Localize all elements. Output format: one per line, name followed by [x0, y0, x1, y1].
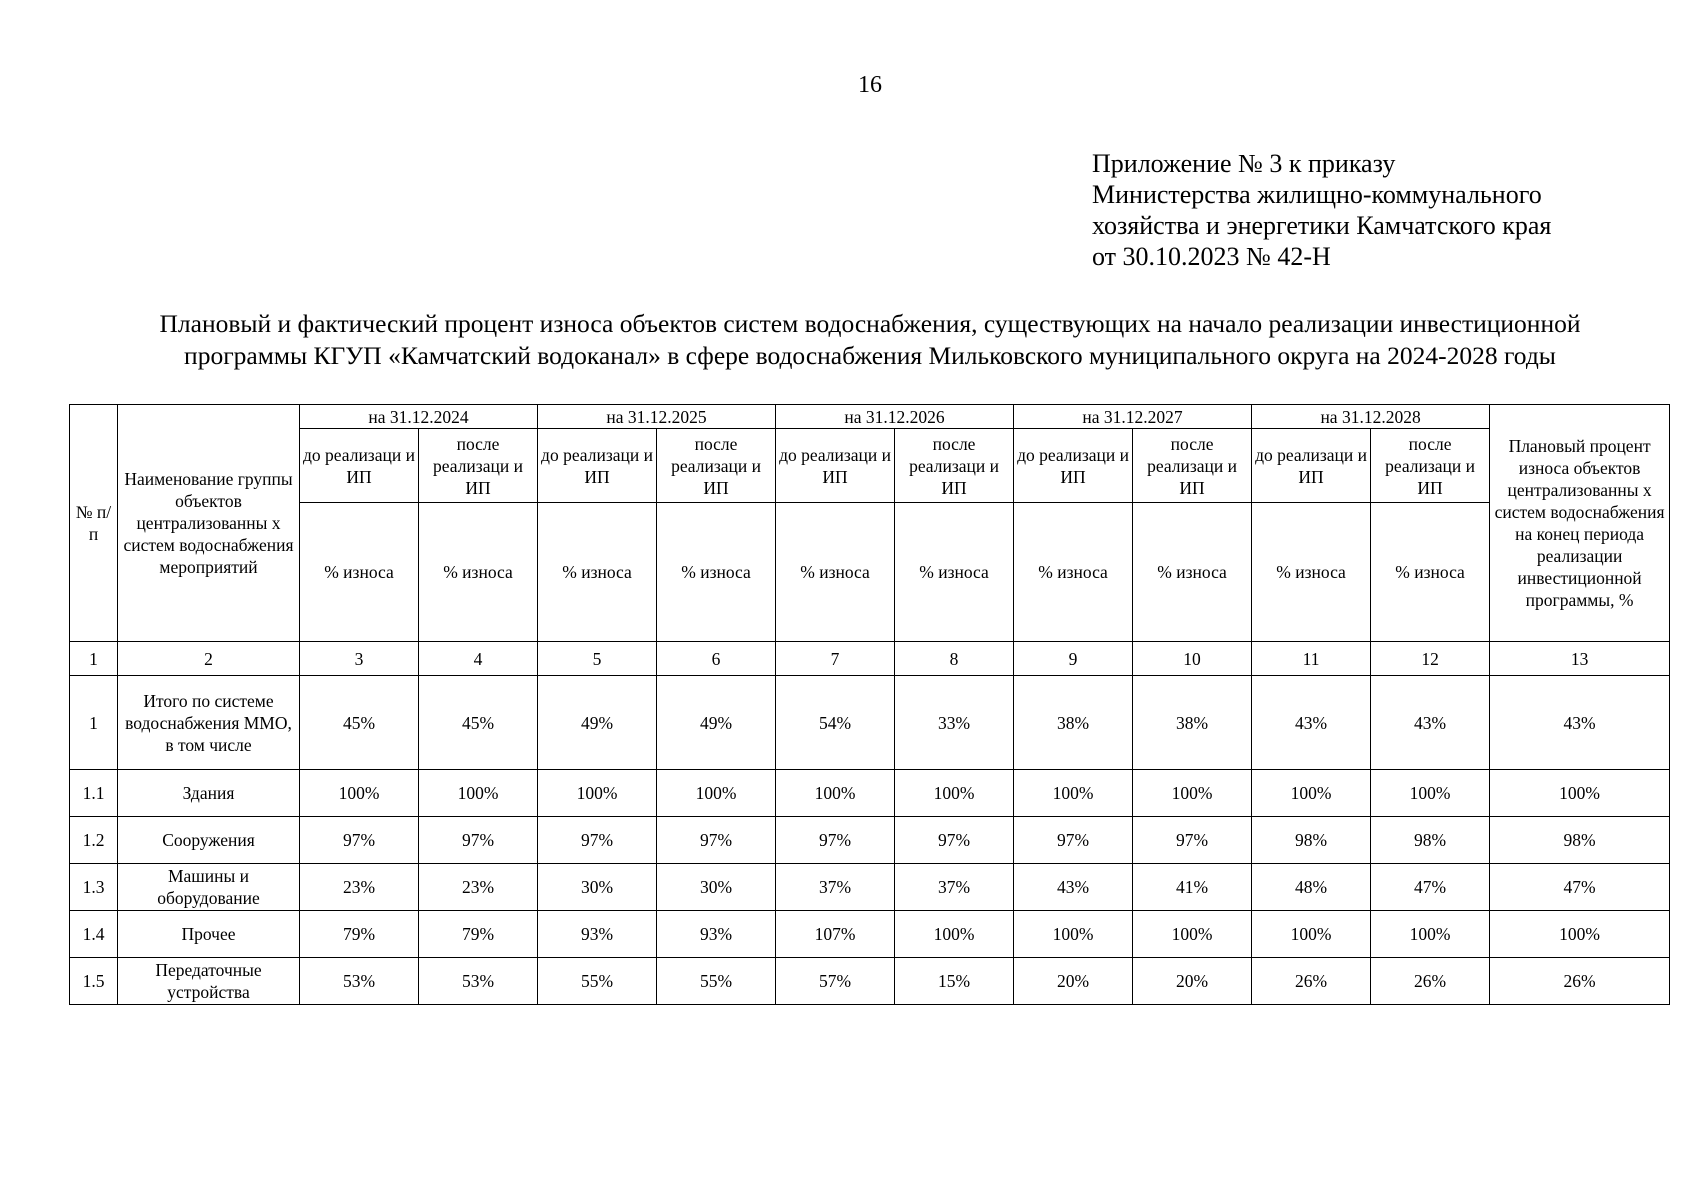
appendix-line: Приложение № 3 к приказу — [1092, 149, 1396, 178]
wear-value-cell: 100% — [776, 770, 895, 817]
wear-value-cell: 49% — [538, 676, 657, 770]
appendix-line: хозяйства и энергетики Камчатского края — [1092, 211, 1552, 240]
wear-value-cell: 47% — [1490, 864, 1670, 911]
wear-value-cell: 79% — [300, 911, 419, 958]
header-unit: % износа — [895, 503, 1014, 642]
header-name: Наименование группы объектов централизованны х систем водоснабжения мероприятий — [118, 405, 300, 642]
header-after: после реализаци и ИП — [1371, 429, 1490, 503]
wear-value-cell: 57% — [776, 958, 895, 1005]
wear-value-cell: 53% — [419, 958, 538, 1005]
wear-value-cell: 48% — [1252, 864, 1371, 911]
column-number: 9 — [1014, 642, 1133, 676]
wear-value-cell: 100% — [657, 770, 776, 817]
row-name: Итого по системе водоснабжения ММО, в том числе — [118, 676, 300, 770]
wear-value-cell: 100% — [1252, 911, 1371, 958]
wear-value-cell: 43% — [1252, 676, 1371, 770]
wear-value-cell: 20% — [1014, 958, 1133, 1005]
wear-value-cell: 26% — [1490, 958, 1670, 1005]
wear-value-cell: 100% — [895, 770, 1014, 817]
column-number: 10 — [1133, 642, 1252, 676]
header-unit: % износа — [538, 503, 657, 642]
wear-value-cell: 100% — [419, 770, 538, 817]
wear-value-cell: 100% — [1371, 770, 1490, 817]
wear-value-cell: 43% — [1014, 864, 1133, 911]
wear-value-cell: 100% — [895, 911, 1014, 958]
wear-value-cell: 100% — [1490, 911, 1670, 958]
header-year: на 31.12.2024 — [300, 405, 538, 429]
wear-value-cell: 98% — [1490, 817, 1670, 864]
wear-value-cell: 93% — [538, 911, 657, 958]
header-num: № п/ п — [70, 405, 118, 642]
wear-value-cell: 38% — [1014, 676, 1133, 770]
appendix-line: Министерства жилищно-коммунального — [1092, 180, 1542, 209]
wear-value-cell: 100% — [1014, 770, 1133, 817]
wear-value-cell: 100% — [1252, 770, 1371, 817]
row-number: 1 — [70, 676, 118, 770]
wear-value-cell: 55% — [538, 958, 657, 1005]
wear-value-cell: 49% — [657, 676, 776, 770]
wear-value-cell: 23% — [419, 864, 538, 911]
header-unit: % износа — [1133, 503, 1252, 642]
column-number: 1 — [70, 642, 118, 676]
column-number: 2 — [118, 642, 300, 676]
header-planned: Плановый процент износа объектов централизованны х систем водоснабжения на конец периода реализации инвестиционной программы, % — [1490, 405, 1670, 642]
header-unit: % износа — [1252, 503, 1371, 642]
document-title — [40, 308, 1698, 372]
wear-value-cell: 45% — [419, 676, 538, 770]
wear-value-cell: 100% — [538, 770, 657, 817]
title-line: Плановый и фактический процент износа объектов систем водоснабжения, существующих на начало реализации инвестиционной — [159, 309, 1581, 338]
column-number: 6 — [657, 642, 776, 676]
row-number: 1.3 — [70, 864, 118, 911]
row-name: Передаточные устройства — [118, 958, 300, 1005]
column-number: 3 — [300, 642, 419, 676]
header-year: на 31.12.2027 — [1014, 405, 1252, 429]
wear-value-cell: 45% — [300, 676, 419, 770]
header-unit: % износа — [300, 503, 419, 642]
title-line: программы КГУП «Камчатский водоканал» в сфере водоснабжения Мильковского муниципального округа на 2024-2028 годы — [184, 341, 1556, 370]
header-year: на 31.12.2025 — [538, 405, 776, 429]
wear-value-cell: 55% — [657, 958, 776, 1005]
column-number: 12 — [1371, 642, 1490, 676]
header-year: на 31.12.2026 — [776, 405, 1014, 429]
appendix-note — [1092, 148, 1551, 272]
wear-value-cell: 100% — [1490, 770, 1670, 817]
table-row — [70, 770, 1670, 817]
row-number: 1.4 — [70, 911, 118, 958]
appendix-line: от 30.10.2023 № 42-Н — [1092, 242, 1331, 271]
header-before: до реализаци и ИП — [1014, 429, 1133, 503]
wear-value-cell: 38% — [1133, 676, 1252, 770]
row-number: 1.1 — [70, 770, 118, 817]
table-row — [70, 864, 1670, 911]
header-before: до реализаци и ИП — [538, 429, 657, 503]
wear-value-cell: 100% — [1133, 770, 1252, 817]
row-name: Здания — [118, 770, 300, 817]
wear-value-cell: 98% — [1252, 817, 1371, 864]
wear-value-cell: 93% — [657, 911, 776, 958]
wear-value-cell: 41% — [1133, 864, 1252, 911]
column-number: 7 — [776, 642, 895, 676]
header-before: до реализаци и ИП — [300, 429, 419, 503]
wear-value-cell: 53% — [300, 958, 419, 1005]
wear-value-cell: 97% — [300, 817, 419, 864]
header-unit: % износа — [776, 503, 895, 642]
header-before: до реализаци и ИП — [776, 429, 895, 503]
header-after: после реализаци и ИП — [657, 429, 776, 503]
wear-value-cell: 97% — [895, 817, 1014, 864]
column-number: 8 — [895, 642, 1014, 676]
header-before: до реализаци и ИП — [1252, 429, 1371, 503]
wear-value-cell: 100% — [1014, 911, 1133, 958]
wear-value-cell: 15% — [895, 958, 1014, 1005]
wear-value-cell: 30% — [657, 864, 776, 911]
table-row — [70, 817, 1670, 864]
column-number: 11 — [1252, 642, 1371, 676]
wear-value-cell: 100% — [300, 770, 419, 817]
header-unit: % износа — [1371, 503, 1490, 642]
wear-value-cell: 37% — [895, 864, 1014, 911]
row-number: 1.5 — [70, 958, 118, 1005]
wear-value-cell: 97% — [657, 817, 776, 864]
wear-value-cell: 97% — [1133, 817, 1252, 864]
table-row — [70, 676, 1670, 770]
header-after: после реализаци и ИП — [419, 429, 538, 503]
header-unit: % износа — [419, 503, 538, 642]
wear-value-cell: 26% — [1252, 958, 1371, 1005]
header-after: после реализаци и ИП — [1133, 429, 1252, 503]
wear-value-cell: 100% — [1133, 911, 1252, 958]
header-after: после реализаци и ИП — [895, 429, 1014, 503]
table-row — [70, 911, 1670, 958]
wear-value-cell: 23% — [300, 864, 419, 911]
wear-value-cell: 30% — [538, 864, 657, 911]
wear-value-cell: 97% — [776, 817, 895, 864]
wear-value-cell: 107% — [776, 911, 895, 958]
column-number: 4 — [419, 642, 538, 676]
header-unit: % износа — [1014, 503, 1133, 642]
wear-value-cell: 79% — [419, 911, 538, 958]
wear-value-cell: 33% — [895, 676, 1014, 770]
wear-value-cell: 54% — [776, 676, 895, 770]
wear-value-cell: 20% — [1133, 958, 1252, 1005]
row-number: 1.2 — [70, 817, 118, 864]
header-year: на 31.12.2028 — [1252, 405, 1490, 429]
header-unit: % износа — [657, 503, 776, 642]
wear-value-cell: 26% — [1371, 958, 1490, 1005]
table-row — [70, 958, 1670, 1005]
wear-value-cell: 43% — [1490, 676, 1670, 770]
wear-value-cell: 97% — [538, 817, 657, 864]
row-name: Прочее — [118, 911, 300, 958]
wear-value-cell: 100% — [1371, 911, 1490, 958]
wear-value-cell: 43% — [1371, 676, 1490, 770]
wear-value-cell: 37% — [776, 864, 895, 911]
wear-value-cell: 98% — [1371, 817, 1490, 864]
column-number-row — [70, 642, 1670, 676]
page-number: 16 — [858, 72, 882, 98]
column-number: 13 — [1490, 642, 1670, 676]
wear-value-cell: 97% — [419, 817, 538, 864]
wear-value-cell: 97% — [1014, 817, 1133, 864]
wear-value-cell: 47% — [1371, 864, 1490, 911]
wear-table — [69, 404, 1670, 1005]
row-name: Сооружения — [118, 817, 300, 864]
column-number: 5 — [538, 642, 657, 676]
row-name: Машины и оборудование — [118, 864, 300, 911]
